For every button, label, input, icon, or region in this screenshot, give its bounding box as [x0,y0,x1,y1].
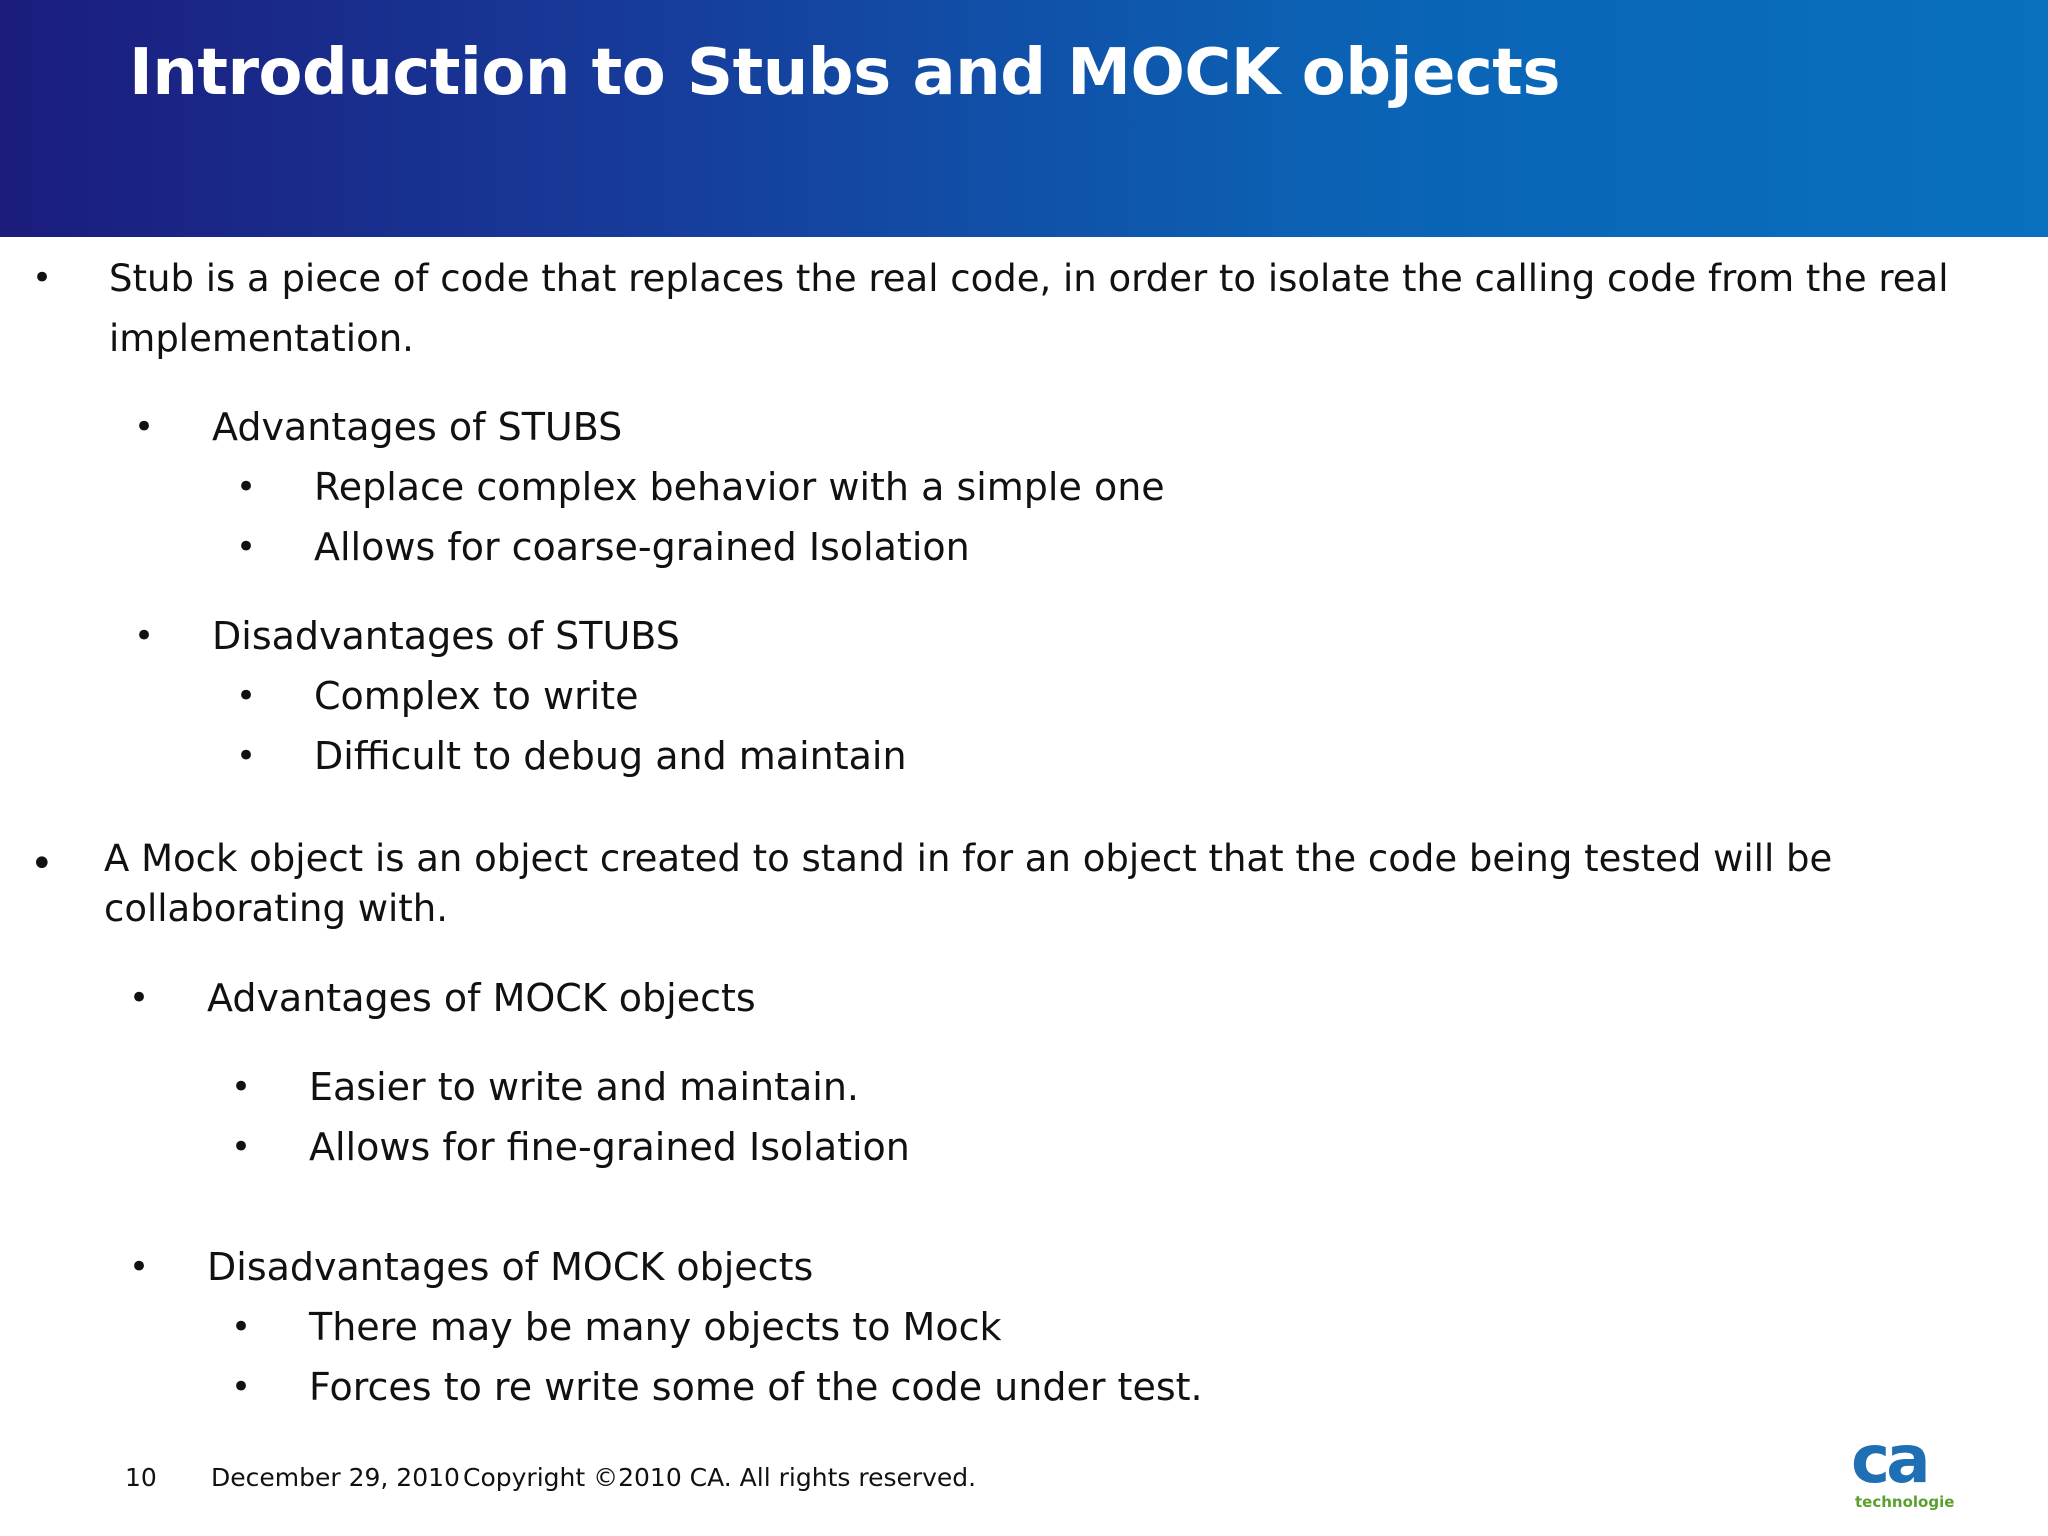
stub-intro-line: implementation. [109,317,414,360]
bullet-icon: • [236,736,257,776]
mock-disadvantages-heading: Disadvantages of MOCK objects [207,1245,814,1289]
bullet-icon: • [134,407,155,447]
bullet-icon: • [129,1247,150,1287]
stub-advantage-item: Replace complex behavior with a simple one [314,465,1165,509]
bullet-icon: • [236,527,257,567]
bullet-icon: • [231,1307,252,1347]
svg-text:technologies: technologies [1855,1493,1955,1511]
mock-disadvantage-item: Forces to re write some of the code under test. [309,1365,1203,1409]
bullet-icon: • [236,467,257,507]
title-banner [0,0,2048,237]
stub-disadvantage-item: Difficult to debug and maintain [314,734,907,778]
bullet-icon: • [236,676,257,716]
bullet-icon: • [134,616,155,656]
mock-advantages-heading: Advantages of MOCK objects [207,976,756,1020]
bullet-icon: • [231,1127,252,1167]
mock-disadvantage-item: There may be many objects to Mock [309,1305,1002,1349]
svg-text:ca: ca [1851,1424,1927,1498]
bullet-icon: • [231,1367,252,1407]
mock-advantage-item: Allows for fine-grained Isolation [309,1125,910,1169]
bullet-icon: • [32,258,53,298]
stub-advantages-heading: Advantages of STUBS [212,405,623,449]
mock-intro-line: collaborating with. [104,887,448,930]
ca-logo-mark [1845,1424,1955,1514]
bullet-icon: • [231,1067,252,1107]
bullet-icon: • [129,978,150,1018]
slide-title: Introduction to Stubs and MOCK objects [129,36,1560,110]
stub-disadvantage-item: Complex to write [314,674,639,718]
stub-intro-line: Stub is a piece of code that replaces the real code, in order to isolate the calling code from the real [109,257,1949,300]
ca-technologies-logo [1845,1424,1955,1514]
mock-advantage-item: Easier to write and maintain. [309,1065,859,1109]
stub-advantage-item: Allows for coarse-grained Isolation [314,525,970,569]
footer-copyright: Copyright ©2010 CA. All rights reserved. [463,1463,977,1492]
mock-intro-line: A Mock object is an object created to stand in for an object that the code being tested will be [104,837,1833,880]
page-number: 10 [125,1463,157,1492]
stub-disadvantages-heading: Disadvantages of STUBS [212,614,680,658]
bullet-icon: • [30,841,54,887]
footer-date: December 29, 2010 [211,1463,460,1492]
